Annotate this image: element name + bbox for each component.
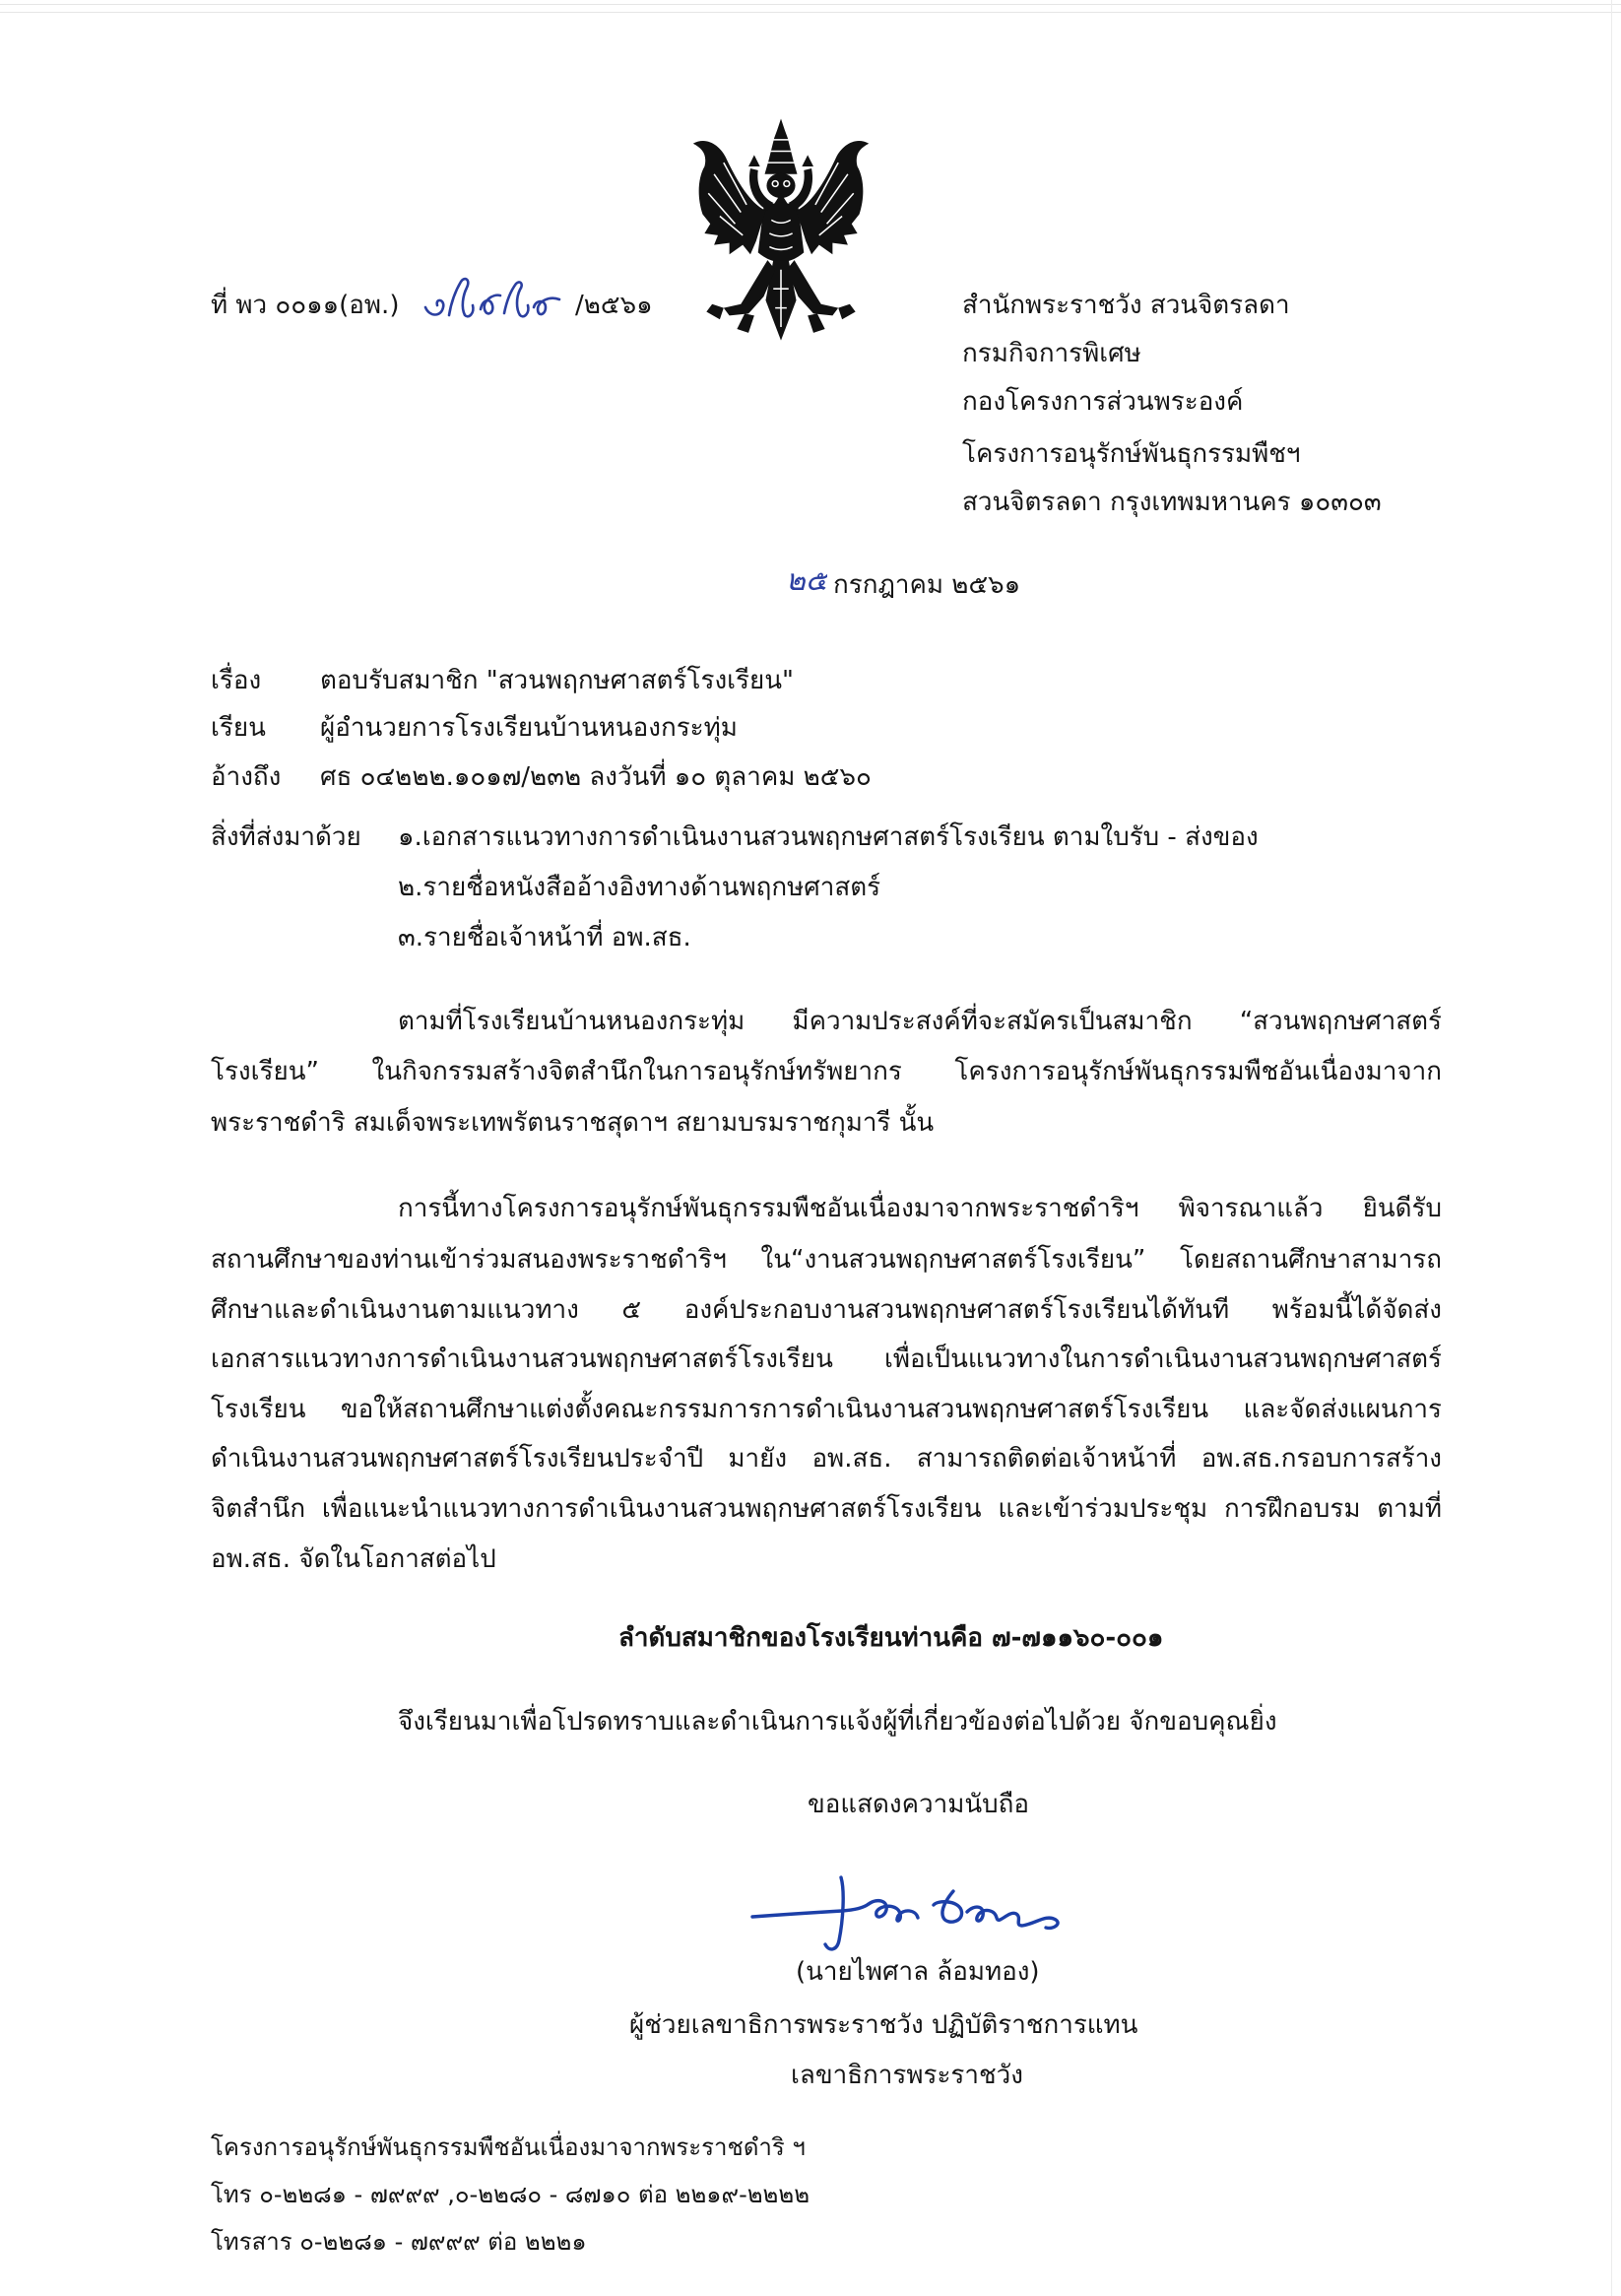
handwritten-ref-number <box>421 274 569 323</box>
subject-label: เรื่อง <box>211 666 262 695</box>
scan-artifact-edge <box>1611 0 1612 2296</box>
paragraph-2-line: ศึกษาและดำเนินงานตามแนวทาง ๕ องค์ประกอบงานสวนพฤกษศาสตร์โรงเรียนได้ทันที พร้อมนี้ได้จัดส่ง <box>211 1295 1442 1325</box>
recipient-label: เรียน <box>211 713 266 743</box>
membership-number: ลำดับสมาชิกของโรงเรียนท่านคือ ๗-๗๑๑๖๐-๐๐๑ <box>618 1623 1164 1653</box>
sender-line-2: กรมกิจการพิเศษ <box>962 339 1141 368</box>
sender-line-3: กองโครงการส่วนพระองค์ <box>962 387 1244 417</box>
paragraph-2-line: ดำเนินงานสวนพฤกษศาสตร์โรงเรียนประจำปี มายัง อพ.สธ. สามารถติดต่อเจ้าหน้าที่ อพ.สธ.กรอบการสร้าง <box>211 1444 1442 1474</box>
sender-line-5: สวนจิตรลดา กรุงเทพมหานคร ๑๐๓๐๓ <box>962 488 1382 517</box>
letter-date-day: ๒๕ <box>786 563 828 598</box>
signature-icon <box>748 1870 1083 1960</box>
signatory-title: ผู้ช่วยเลขาธิการพระราชวัง ปฏิบัติราชการแทน <box>629 2010 1138 2040</box>
letter-ref-year: /๒๕๖๑ <box>575 291 653 320</box>
footer-office: โครงการอนุรักษ์พันธุกรรมพืชอันเนื่องมาจากพระราชดำริ ฯ <box>211 2133 806 2161</box>
subject-text: ตอบรับสมาชิก "สวนพฤกษศาสตร์โรงเรียน" <box>320 666 794 695</box>
signatory-name: (นายไพศาล ล้อมทอง) <box>796 1957 1040 1987</box>
reference-text: ศธ ๐๔๒๒๒.๑๐๑๗/๒๓๒ ลงวันที่ ๑๐ ตุลาคม ๒๕๖๐ <box>320 762 872 792</box>
garuda-emblem-icon <box>685 115 876 348</box>
paragraph-2-line: เอกสารแนวทางการดำเนินงานสวนพฤกษศาสตร์โรงเรียน เพื่อเป็นแนวทางในการดำเนินงานสวนพฤกษศาสตร์ <box>211 1345 1442 1374</box>
enclosure-item: ๒.รายชื่อหนังสืออ้างอิงทางด้านพฤกษศาสตร์ <box>398 873 881 902</box>
closing-sentence: จึงเรียนมาเพื่อโปรดทราบและดำเนินการแจ้งผู้ที่เกี่ยวข้องต่อไปด้วย จักขอบคุณยิ่ง <box>398 1707 1277 1737</box>
sender-line-1: สำนักพระราชวัง สวนจิตรลดา <box>962 291 1290 320</box>
enclosure-item: ๑.เอกสารแนวทางการดำเนินงานสวนพฤกษศาสตร์โรงเรียน ตามใบรับ - ส่งของ <box>398 822 1259 852</box>
scan-artifact-line <box>0 4 1621 5</box>
reference-label: อ้างถึง <box>211 762 282 792</box>
enclosure-label: สิ่งที่ส่งมาด้วย <box>211 822 361 852</box>
paragraph-2-line: จิตสำนึก เพื่อแนะนำแนวทางการดำเนินงานสวนพฤกษศาสตร์โรงเรียน และเข้าร่วมประชุม การฝึกอบรม ตามที่ <box>211 1494 1442 1524</box>
paragraph-2-line: การนี้ทางโครงการอนุรักษ์พันธุกรรมพืชอันเนื่องมาจากพระราชดำริฯ พิจารณาแล้ว ยินดีรับ <box>398 1194 1442 1223</box>
sender-line-4: โครงการอนุรักษ์พันธุกรรมพืชฯ <box>962 439 1301 469</box>
paragraph-2-line: โรงเรียน ขอให้สถานศึกษาแต่งตั้งคณะกรรมการการดำเนินงานสวนพฤกษศาสตร์โรงเรียน และจัดส่งแผนการ <box>211 1395 1442 1424</box>
paragraph-1-line: ตามที่โรงเรียนบ้านหนองกระทุ่ม มีความประสงค์ที่จะสมัครเป็นสมาชิก “สวนพฤกษศาสตร์ <box>398 1007 1442 1036</box>
signatory-title-secondary: เลขาธิการพระราชวัง <box>791 2061 1023 2090</box>
footer-fax: โทรสาร ๐-๒๒๘๑ - ๗๙๙๙ ต่อ ๒๒๒๑ <box>211 2228 587 2256</box>
paragraph-1-line: โรงเรียน” ในกิจกรรมสร้างจิตสำนึกในการอนุรักษ์ทรัพยากร โครงการอนุรักษ์พันธุกรรมพืชอันเนื่องมาจาก <box>211 1057 1442 1086</box>
footer-phone: โทร ๐-๒๒๘๑ - ๗๙๙๙ ,๐-๒๒๘๐ - ๘๗๑๐ ต่อ ๒๒๑๙-๒๒๒๒ <box>211 2181 810 2208</box>
scan-artifact-line <box>0 12 1621 13</box>
paragraph-2-line: อพ.สธ. จัดในโอกาสต่อไป <box>211 1544 496 1574</box>
paragraph-2-line: สถานศึกษาของท่านเข้าร่วมสนองพระราชดำริฯ ใน“งานสวนพฤกษศาสตร์โรงเรียน” โดยสถานศึกษาสามารถ <box>211 1245 1442 1275</box>
complimentary-close: ขอแสดงความนับถือ <box>808 1790 1029 1819</box>
letter-ref-prefix: ที่ พว ๐๐๑๑(อพ.) <box>211 291 400 320</box>
enclosure-item: ๓.รายชื่อเจ้าหน้าที่ อพ.สธ. <box>398 923 691 952</box>
recipient-text: ผู้อำนวยการโรงเรียนบ้านหนองกระทุ่ม <box>320 713 738 743</box>
letter-date-month-year: กรกฎาคม ๒๕๖๑ <box>833 570 1021 600</box>
paragraph-1-line: พระราชดำริ สมเด็จพระเทพรัตนราชสุดาฯ สยามบรมราชกุมารี นั้น <box>211 1108 935 1138</box>
